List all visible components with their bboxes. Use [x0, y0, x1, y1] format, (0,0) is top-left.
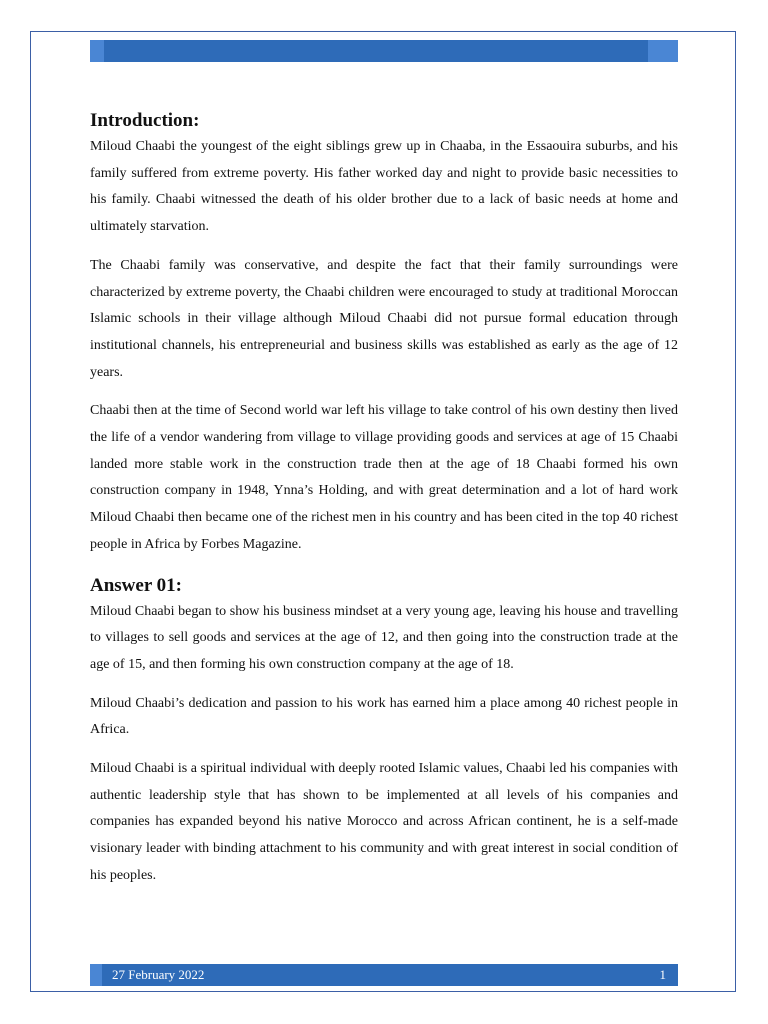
paragraph: Chaabi then at the time of Second world war left his village to take control of his own destiny then lived the life of a vendor wandering from village to village providing goods and services at age of 15 Chaabi landed more stable work in the construction trade then at the age of 18 Chaabi formed his own construction company in 1948, Ynna’s Holding, and with great determination and a lot of hard work Miloud Chaabi then became one of the richest men in his country and has been cited in the top 40 richest people in Africa by Forbes Magazine. [90, 403, 678, 552]
paragraph: The Chaabi family was conservative, and despite the fact that their family surroundings were characterized by extreme poverty, the Chaabi children were encouraged to study at traditional Moroccan Islamic schools in their village although Miloud Chaabi did not pursue formal education through institutional channels, his entrepreneurial and business skills was established as early as the age of 12 years. [90, 257, 678, 380]
header-bar [90, 40, 678, 62]
section-heading: Introduction: [90, 110, 200, 131]
section-heading: Answer 01: [90, 574, 183, 596]
footer-date: 27 February 2022 [112, 967, 205, 982]
footer-bar-left-cap [90, 964, 102, 986]
paragraph: Miloud Chaabi the youngest of the eight siblings grew up in Chaaba, in the Essaouira suburbs, and his family suffered from extreme poverty. His father worked day and night to provide basic necessities to his family. Chaabi witnessed the death of his older brother due to a lack of basic needs at home and ultimately starvation. [90, 139, 678, 235]
header-bar-right-cap [648, 40, 678, 62]
paragraph: Miloud Chaabi is a spiritual individual with deeply rooted Islamic values, Chaabi led his companies with authentic leadership style that has shown to be implemented at all levels of his companies and companies has expanded beyond his native Morocco and across African continent, he is a self-made visionary leader with binding attachment to his community and with great interest in social condition of his peoples. [90, 761, 678, 883]
page-number: 1 [659, 967, 666, 982]
document-body [90, 108, 678, 890]
section-answer-01 [90, 573, 678, 890]
paragraph: Miloud Chaabi’s dedication and passion to his work has earned him a place among 40 richest people in Africa. [90, 695, 678, 738]
footer-bar [90, 964, 678, 986]
section-introduction [90, 108, 678, 559]
paragraph: Miloud Chaabi began to show his business mindset at a very young age, leaving his house and travelling to villages to sell goods and services at the age of 12, and then going into the construction trade at the age of 15, and then forming his own construction company at the age of 18. [90, 603, 678, 672]
header-bar-left-cap [90, 40, 104, 62]
